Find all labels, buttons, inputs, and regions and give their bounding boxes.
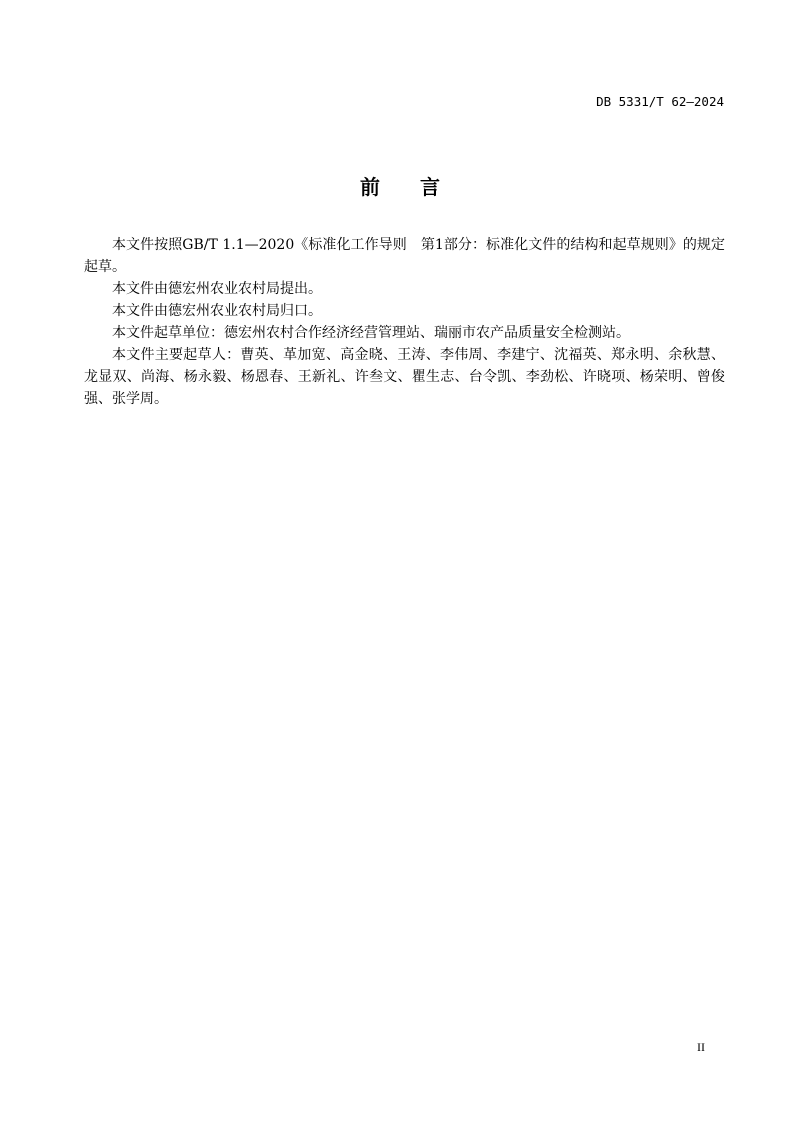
paragraph-drafters: 本文件主要起草人：曹英、革加宽、高金晓、王涛、李伟周、李建宁、沈福英、郑永明、余秋慧、龙显双、尚海、杨永毅、杨恩春、王新礼、许叁文、瞿生志、台令凯、李劲松、许晓项、杨荣明、曾俊强、张学周。	[84, 347, 725, 407]
paragraph-drafting-rules: 本文件按照GB/T 1.1—2020《标准化工作导则 第1部分：标准化文件的结构和起草规则》的规定起草。	[84, 237, 725, 275]
page-title: 前言	[360, 175, 480, 199]
paragraph-proposed-by: 本文件由德宏州农业农村局提出。	[112, 281, 322, 297]
page-number: II	[697, 1040, 705, 1054]
paragraph-administered-by: 本文件由德宏州农业农村局归口。	[112, 303, 322, 319]
standard-code: DB 5331/T 62—2024	[596, 94, 724, 109]
foreword-body	[84, 234, 725, 410]
paragraph-drafting-units: 本文件起草单位：德宏州农村合作经济经营管理站、瑞丽市农产品质量安全检测站。	[112, 325, 630, 341]
